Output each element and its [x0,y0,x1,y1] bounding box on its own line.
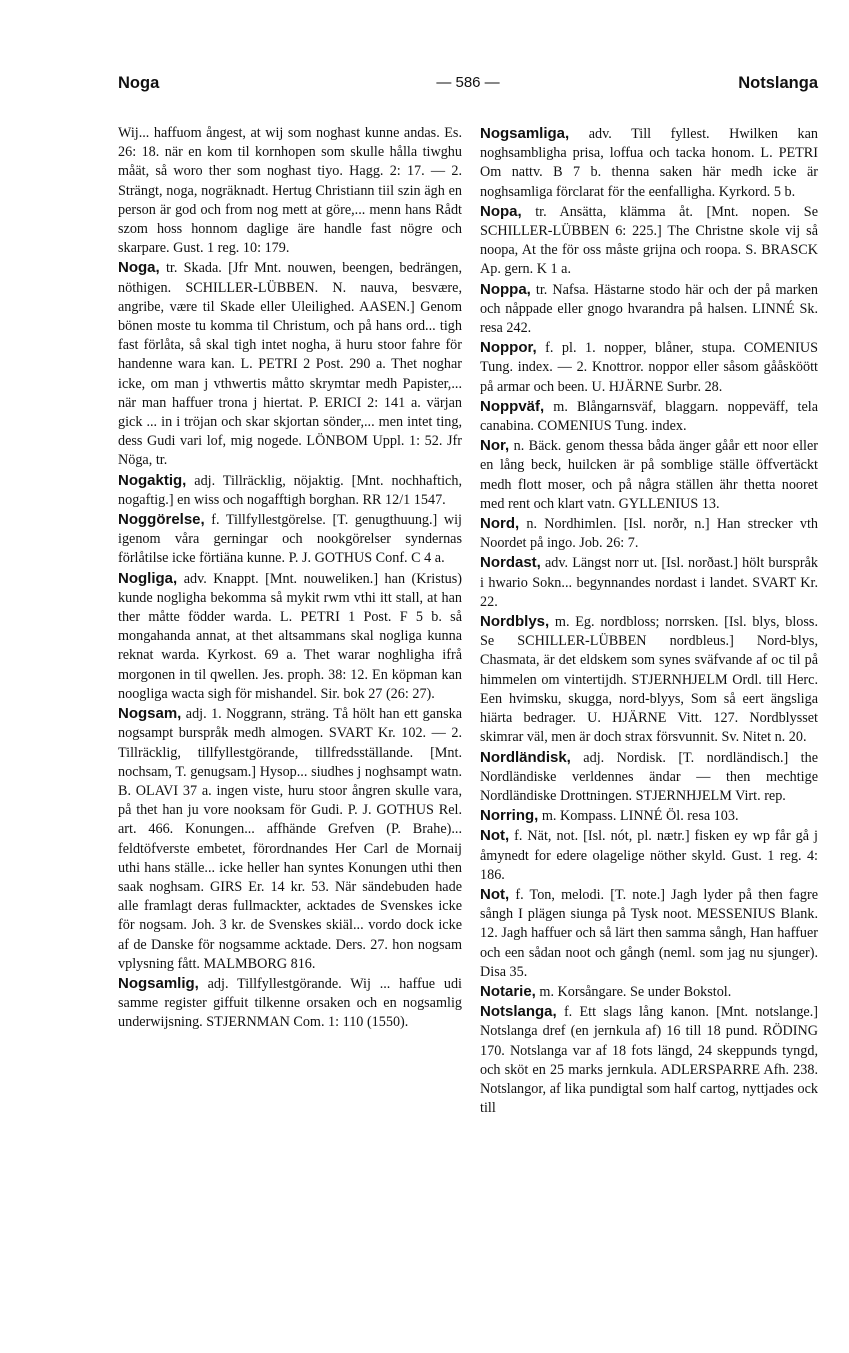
entry-nord: Nord, n. Nordhimlen. [Isl. norðr, n.] Han strecker vth Noordet på ingo. Job. 26: 7. [480,515,818,552]
headword: Noppor, [480,339,537,357]
page-header [118,74,818,98]
headword: Noppa, [480,280,531,298]
entry-nordast: Nordast, adv. Längst norr ut. [Isl. norðast.] hölt burspråk i hwario Sokn... begynnandes nordast i landet. SVART Kr. 22. [480,554,818,610]
entry-nordlandisk: Nordländisk, adj. Nordisk. [T. nordländisch.] the Nordländiske verldennes ändar — then mechtige Nordländiske Drottningen. STJERNHJELM Virt. rep. [480,748,818,804]
entry-continued: Wij... haffuom ångest, at wij som noghast kunne andas. Es. 26: 18. när en kom til kornhopen som skulle hålla tiwghu måät, så woro ther som noghast tiyo. Hagg. 2: 17. — 2. Strängt, noga, nogräknadt. Hertug Christiann tiil szin ägh en person är god och from nog mett at göre,... menn hans Rådt szom hoss honnom daglige äre handle fast nögre och skarpare. Gust. 1 reg. 10: 179. [118,125,462,257]
headword: Norring, [480,807,539,825]
headword: Nor, [480,437,510,455]
entry-noppvaf: Noppväf, m. Blångarnsväf, blaggarn. noppeväff, tela canabina. COMENIUS Tung. index. [480,397,818,435]
entry-nogsamlig: Nogsamlig, adj. Tillfyllestgörande. Wij ... haffue udi samme register giffuit tilkenne orsaken och en nogsamlig underwijsning. STJERNMAN Com. 1: 110 (1550). [118,974,462,1031]
entry-noppor: Noppor, f. pl. 1. nopper, blåner, stupa. COMENIUS Tung. index. — 2. Knottror. noppor eller såsom gååsköött på armar och been. U. HJÄRNE Surbr. 28. [480,339,818,395]
entry-nor: Nor, n. Bäck. genom thessa båda änger gåår ett noor eller en lång beck, huilcken är på somblige ställe öffvertäckt medh flott moser, och på några ställen ähr thetta nooret med rent och klart vatn. GYLLENIUS 13. [480,437,818,512]
entry-norring: Norring, m. Kompass. LINNÉ Öl. resa 103. [480,807,739,825]
headword: Nogsam, [118,705,182,723]
headword: Nopa, [480,202,522,220]
entry-nogsam: Nogsam, adj. 1. Noggrann, sträng. Tå hölt han ett ganska nogsampt burspråk medh almogen. SVART Kr. 102. — 2. Tillräcklig, tillfyllestgörande, tillfredsställande. [Mnt. nochsam, T. genugsam.] Hysop... siudhes j noghsampt watn. B. OLAVI 37 a. ingen viste, huru stoor ångren skulle vara, på thet han ju vore nooksam för Gudi. P. J. GOTHUS Rel. art. 466. Konungen... affhände Grefven (P. Brahe)... feldtöfverste embetet, förordnandes Her Carl de Mornaij uthi hans ställe... icke heller han syntes Konungen uthi then saak noghsam. GIRS Er. 14 kr. 53. När sändebuden hade alle framlagt deras fullmackter, acktades de Svenskes icke för nogsam. Joh. 3 kr. de Svenskes skiäl... vordo dock icke af de Danske för nogsamme acktade. Ders. 27. hon nogsam vplysning fått. MALMBORG 816. [118,705,462,972]
entry-nordblys: Nordblys, m. Eg. nordbloss; norrsken. [Isl. blys, bloss. Se SCHILLER-LÜBBEN nordbleus.] Nord-blys, Chasmata, är det eldskem som synes sväfvande af oc til på himmelen om vintertijdh. STJERNHJELM Ordl. till Herc. Een hvimsku, skugga, nord-blyys, Som så eert ängsliga hiärta bedrager. U. HJÄRNE Vitt. 127. Nordblysset skimrar väl, men är doch strax försvunnit. Sv. Nitet n. 20. [480,613,818,746]
headword: Notslanga, [480,1003,557,1021]
headword: Nordländisk, [480,748,571,766]
headword: Nogaktig, [118,471,187,489]
page-number: — 586 — [436,74,500,91]
headword: Nordast, [480,554,541,572]
headword: Not, [480,827,510,845]
entry-noppa: Noppa, tr. Nafsa. Hästarne stodo här och der på marken och nåppade eller gnogo hvarandra på halsen. LINNÉ Sk. resa 242. [480,280,818,337]
headword: Notarie, [480,982,536,1000]
headword: Not, [480,885,510,903]
entry-notslanga: Notslanga, f. Ett slags lång kanon. [Mnt. notslange.] Notslanga dref (en jernkula af) 16 till 18 pund. RÖDING 170. Notslanga var af 18 fots längd, 24 skeppunds tyngd, och sköt en 25 marks jernkula. ADLERSPARRE Afh. 238. Notslangor, af lika pundigtal som half cartog, nyttjades ock till [480,1003,818,1117]
headword: Nogsamlig, [118,974,199,992]
entry-nogaktig: Nogaktig, adj. Tillräcklig, nöjaktig. [Mnt. nochhaftich, nogaftig.] en wiss och nogafftigh borghan. RR 12/1 1547. [118,471,462,508]
entry-not-1: Not, f. Nät, not. [Isl. nót, pl. nætr.] fisken ey wp får gå j åmynedt for edere olagelige nöther skyld. Gust. 1 reg. 4: 186. [480,827,818,883]
headword: Noppväf, [480,397,545,415]
entry-nogliga: Nogliga, adv. Knappt. [Mnt. nouweliken.] han (Kristus) kunde nogligha bekomma så mykit rwm vthi itt stall, at han ther måtte födder warda. L. PETRI 1 Post. F 5 b. så mongahanda annat, at thet altsammans skal nogliga kunna reknat warda. Kyrkost. 69 a. Thet warar noghligha ifrå morgonen in til qwellen. Jes. proph. 38: 12. En köpman kan noogliga wacta sigh för mishandel. Sir. bok 27 (26: 27). [118,569,462,702]
entry-nopa: Nopa, tr. Ansätta, klämma åt. [Mnt. nopen. Se SCHILLER-LÜBBEN 6: 225.] The Christne skole vij så noopa, At the för oss måste grijna och roopa. S. BRASCK Ap. gern. K 1 a. [480,202,818,278]
headword: Noga, [118,259,160,277]
headword: Nordblys, [480,613,550,631]
header-left-word: Noga [118,74,160,92]
headword: Nord, [480,515,520,533]
entry-not-2: Not, f. Ton, melodi. [T. note.] Jagh lyder på then fagre sångh I plägen siunga på Tysk noot. MESSENIUS Blank. 12. Jagh haffuer och så lärt then samma sångh, Han haffuer och een sådan noot och gångh (neml. som jag nu sjunger). Disa 35. [480,885,818,980]
entry-noggorelse: Noggörelse, f. Tillfyllestgörelse. [T. genugthuung.] wij igenom våra gerningar och nookgörelser syndernas förlåtilse icke förtiäna kunne. P. J. GOTHUS Conf. C 4 a. [118,511,462,567]
headword: Nogliga, [118,569,178,587]
entry-notarie: Notarie, m. Korsångare. Se under Bokstol. [480,982,732,1000]
entry-noga: Noga, tr. Skada. [Jfr Mnt. nouwen, beengen, bedrängen, nöthigen. SCHILLER-LÜBBEN. N. nauva, besvære, angribe, være til Skade eller Uleilighed. AASEN.] Genom bönen moste tu komma til Christum, och på hans ord... tigh fast förlåta, så skal tigh intet nogha, ä huru stoor fahre för handenne wara kan. L. PETRI 2 Post. 290 a. Thet noghar icke, om man j vthwertis måtto skrymtar medh Papister,... när man haffuer trona j hiertat. P. ERICI 2: 141 a. värjan gick ... in i tröjan och skar skjortan sönder,... men intet ting, dess Gudi vari lof, mig nogede. LÖNBOM Uppl. 1: 52. Jfr Nöga, tr. [118,259,462,469]
header-right-word: Notslanga [738,74,818,92]
headword: Nogsamliga, [480,125,570,142]
entry-nogsamliga: Nogsamliga, adv. Till fyllest. Hwilken kan noghsambligha prisa, loffua och tacka honom. L. PETRI Om nattv. B 7 b. thenna saken här medh icke är noghsamliga förclarat för the eenfalligha. Kyrkord. 5 b. [480,125,818,200]
left-column [118,124,462,1033]
right-column [480,124,818,1118]
headword: Noggörelse, [118,511,205,529]
